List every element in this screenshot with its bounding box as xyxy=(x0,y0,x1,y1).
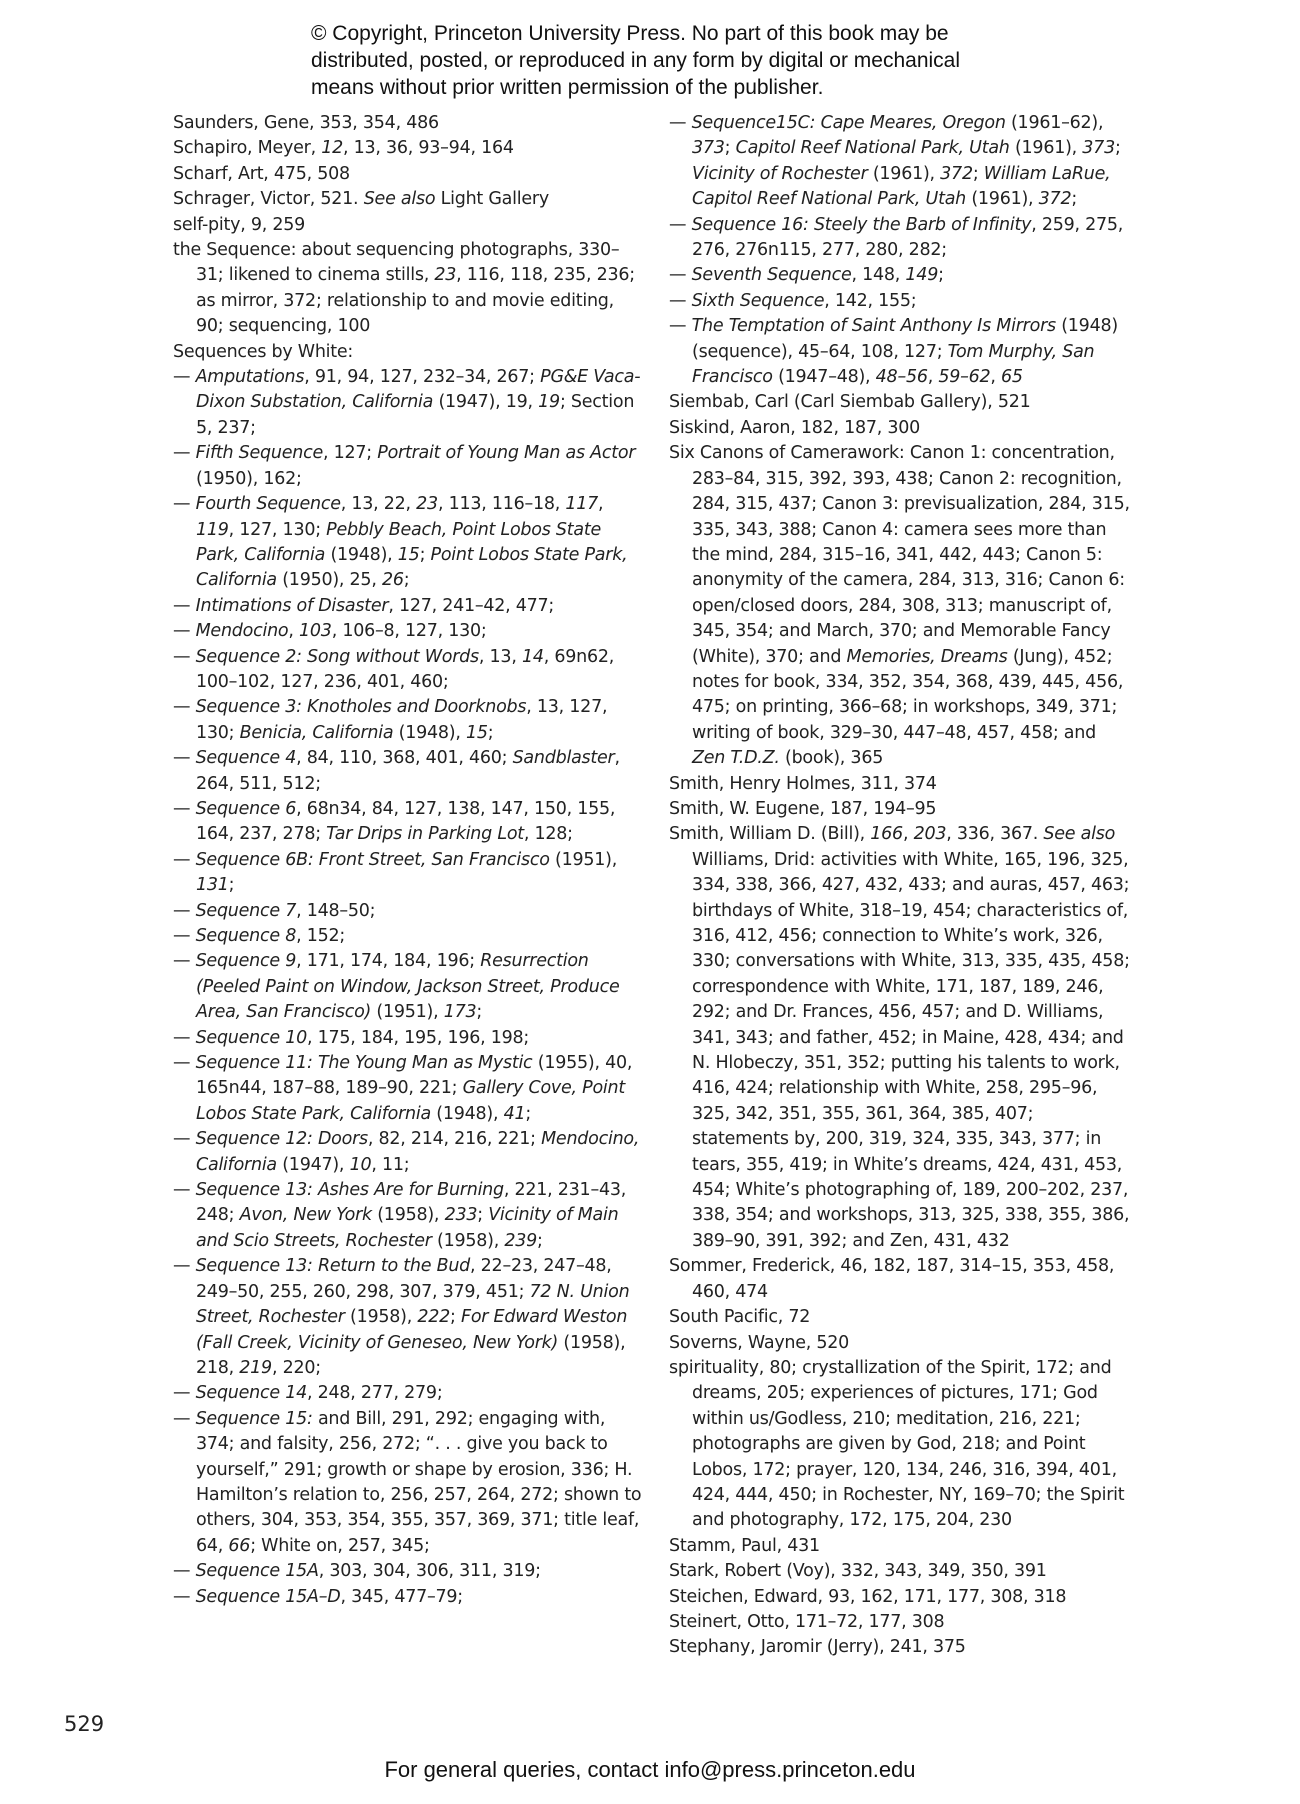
page-number: 529 xyxy=(64,1712,105,1736)
index-entry: — Sequence 15A, 303, 304, 306, 311, 319; xyxy=(173,1561,541,1582)
index-entry: — Sequence 13: Return to the Bud, 22–23, 247–48, 249–50, 255, 260, 298, 307, 379, 451; 72 N. Union Street, Rochester (1958), 222; For Edward Weston (Fall Creek, Vicinity of Geneseo, New York) (1958), 218, 219, 220; xyxy=(173,1256,630,1378)
index-entry: Scharf, Art, 475, 508 xyxy=(173,163,350,184)
index-entry: — Seventh Sequence, 148, 149; xyxy=(669,265,944,286)
index-entry: spirituality, 80; crystallization of the Spirit, 172; and dreams, 205; experiences of pictures, 171; God within us/Godless, 210; meditation, 216, 221; photographs are given by God, 218; and Point Lobos, 172; prayer, 120, 134, 246, 316, 394, 401, 424, 444, 450; in Rochester, NY, 169–70; the Spirit and photography, 172, 175, 204, 230 xyxy=(669,1357,1125,1531)
copyright-notice: © Copyright, Princeton University Press. No part of this book may be distributed, posted, or reproduced in any form by digital or mechanical means without prior written permission of the publisher. xyxy=(311,22,961,99)
index-entry: Smith, Henry Holmes, 311, 374 xyxy=(669,773,937,794)
index-entry: — Sequence 14, 248, 277, 279; xyxy=(173,1383,443,1404)
index-entry: — Mendocino, 103, 106–8, 127, 130; xyxy=(173,621,487,642)
index-entry: Sommer, Frederick, 46, 182, 187, 314–15, 353, 458, 460, 474 xyxy=(669,1256,1115,1302)
index-entry: Smith, William D. (Bill), 166, 203, 336, 367. See also Williams, Drid: activities with White, 165, 196, 325, 334, 338, 366, 427, 432, 433; and auras, 457, 463; birthdays of White, 318–19, 454; characteristics of, 316, 412, 456; connection to White’s work, 326, 330; conversations with White, 313, 335, 435, 458; correspondence with White, 171, 187, 189, 246, 292; and Dr. Frances, 456, 457; and D. Williams, 341, 343; and father, 452; in Maine, 428, 434; and N. Hlobeczy, 351, 352; putting his talents to work, 416, 424; relationship with White, 258, 295–96, 325, 342, 351, 355, 361, 364, 385, 407; statements by, 200, 319, 324, 335, 343, 377; in tears, 355, 419; in White’s dreams, 424, 431, 453, 454; White’s photographing of, 189, 200–202, 237, 338, 354; and workshops, 313, 325, 338, 355, 386, 389–90, 391, 392; and Zen, 431, 432 xyxy=(669,824,1130,1251)
index-entry: — Sequence 4, 84, 110, 368, 401, 460; Sandblaster, 264, 511, 512; xyxy=(173,748,620,794)
index-entry: — The Temptation of Saint Anthony Is Mirrors (1948) (sequence), 45–64, 108, 127; Tom Murphy, San Francisco (1947–48), 48–56, 59–62, 65 xyxy=(669,316,1118,388)
index-entry: — Sequence 16: Steely the Barb of Infinity, 259, 275, 276, 276n115, 277, 280, 282; xyxy=(669,214,1124,261)
index-entry: — Amputations, 91, 94, 127, 232–34, 267; PG&E Vaca-Dixon Substation, California (1947), 19, 19; Section 5, 237; xyxy=(173,367,641,438)
index-entry: Stephany, Jaromir (Jerry), 241, 375 xyxy=(669,1637,966,1658)
index-entry: — Sequence 12: Doors, 82, 214, 216, 221; Mendocino, California (1947), 10, 11; xyxy=(173,1129,640,1175)
index-entry: Smith, W. Eugene, 187, 194–95 xyxy=(669,798,937,819)
index-entry: Six Canons of Camerawork: Canon 1: concentration, 283–84, 315, 392, 393, 438; Canon 2: recognition, 284, 315, 437; Canon 3: previsualization, 284, 315, 335, 343, 388; Canon 4: camera sees more than the mind, 284, 315–16, 341, 442, 443; Canon 5: anonymity of the camera, 284, 313, 316; Canon 6: open/closed doors, 284, 308, 313; manuscript of, 345, 354; and March, 370; and Memorable Fancy (White), 370; and Memories, Dreams (Jung), 452; notes for book, 334, 352, 354, 368, 439, 445, 456, 475; on printing, 366–68; in workshops, 349, 371; writing of book, 329–30, 447–48, 457, 458; and Zen T.D.Z. (book), 365 xyxy=(669,443,1130,769)
index-entry: Steichen, Edward, 93, 162, 171, 177, 308, 318 xyxy=(669,1586,1067,1607)
index-entry: — Sixth Sequence, 142, 155; xyxy=(669,290,917,311)
index-entry: — Intimations of Disaster, 127, 241–42, 477; xyxy=(173,595,555,616)
index-entry: Stamm, Paul, 431 xyxy=(669,1535,820,1556)
index-entry: South Pacific, 72 xyxy=(669,1307,811,1328)
index-entry: — Sequence 11: The Young Man as Mystic (1955), 40, 165n44, 187–88, 189–90, 221; Gallery Cove, Point Lobos State Park, California (1948), 41; xyxy=(173,1053,633,1124)
index-entry: Siskind, Aaron, 182, 187, 300 xyxy=(669,417,921,438)
index-entry: the Sequence: about sequencing photographs, 330–31; likened to cinema stills, 23, 116, 118, 235, 236; as mirror, 372; relationship to and movie editing, 90; sequencing, 100 xyxy=(173,240,635,337)
index-entry: Schapiro, Meyer, 12, 13, 36, 93–94, 164 xyxy=(173,138,514,159)
index-entry: Schrager, Victor, 521. See also Light Gallery xyxy=(173,189,549,210)
index-entry: — Fifth Sequence, 127; Portrait of Young Man as Actor (1950), 162; xyxy=(173,443,636,489)
index-entry: — Sequence 6B: Front Street, San Francisco (1951), 131; xyxy=(173,849,618,896)
index-entry: — Fourth Sequence, 13, 22, 23, 113, 116–18, 117, 119, 127, 130; Pebbly Beach, Point Lobos State Park, California (1948), 15; Point Lobos State Park, California (1950), 25, 26; xyxy=(173,494,628,591)
index-entry: Sequences by White: xyxy=(173,341,354,362)
index-entry: Saunders, Gene, 353, 354, 486 xyxy=(173,113,439,133)
index-entry: — Sequence 15: and Bill, 291, 292; engaging with, 374; and falsity, 256, 272; “. . . give you back to yourself,” 291; growth or shape by erosion, 336; H. Hamilton’s relation to, 256, 257, 264, 272; shown to others, 304, 353, 354, 355, 357, 369, 371; title leaf, 64, 66; White on, 257, 345; xyxy=(173,1408,642,1556)
index-entry: Steinert, Otto, 171–72, 177, 308 xyxy=(669,1611,945,1632)
index-column-left xyxy=(173,111,643,1610)
footer-contact: For general queries, contact info@press.princeton.edu xyxy=(384,1757,916,1782)
index-entry: — Sequence 6, 68n34, 84, 127, 138, 147, 150, 155, 164, 237, 278; Tar Drips in Parking Lot, 128; xyxy=(173,798,616,845)
index-entry: Stark, Robert (Voy), 332, 343, 349, 350, 391 xyxy=(669,1561,1047,1582)
index-column-right xyxy=(669,111,1131,1661)
index-entry: Siembab, Carl (Carl Siembab Gallery), 521 xyxy=(669,392,1031,413)
index-entry: Soverns, Wayne, 520 xyxy=(669,1332,850,1353)
index-entry: — Sequence 2: Song without Words, 13, 14, 69n62, 100–102, 127, 236, 401, 460; xyxy=(173,646,615,692)
index-entry: — Sequence 10, 175, 184, 195, 196, 198; xyxy=(173,1027,530,1048)
index-entry: — Sequence 7, 148–50; xyxy=(173,900,376,921)
index-entry: — Sequence 13: Ashes Are for Burning, 221, 231–43, 248; Avon, New York (1958), 233; Vicinity of Main and Scio Streets, Rochester (1958), 239; xyxy=(173,1180,627,1251)
index-entry: — Sequence 9, 171, 174, 184, 196; Resurrection (Peeled Paint on Window, Jackson Street, Produce Area, San Francisco) (1951), 173; xyxy=(173,951,620,1023)
index-entry: — Sequence 3: Knotholes and Doorknobs, 13, 127, 130; Benicia, California (1948), 15; xyxy=(173,697,608,743)
index-entry: — Sequence 8, 152; xyxy=(173,926,346,946)
index-entry: self-pity, 9, 259 xyxy=(173,214,305,235)
index-entry: — Sequence15C: Cape Meares, Oregon (1961–62), 373; Capitol Reef National Park, Utah (1961), 373; Vicinity of Rochester (1961), 372; William LaRue, Capitol Reef National Park, Utah (1961), 372; xyxy=(669,113,1121,210)
index-entry: — Sequence 15A–D, 345, 477–79; xyxy=(173,1586,463,1607)
